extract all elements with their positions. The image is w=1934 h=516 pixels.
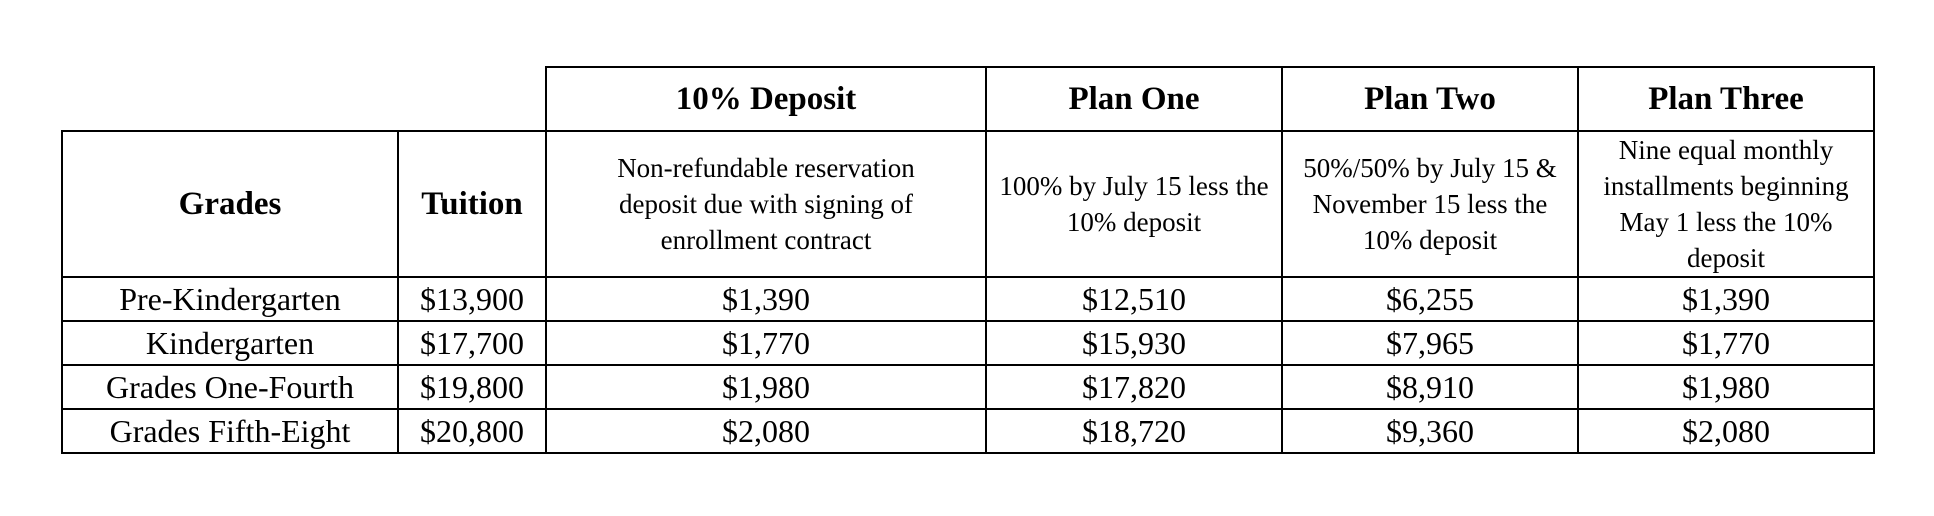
header-grades: Grades [62, 131, 398, 277]
plan-two-cell: $9,360 [1282, 409, 1578, 453]
plan-one-cell: $17,820 [986, 365, 1282, 409]
plan-three-cell: $1,980 [1578, 365, 1874, 409]
header-plan-two: Plan Two [1282, 67, 1578, 131]
tuition-cell: $17,700 [398, 321, 546, 365]
tuition-cell: $13,900 [398, 277, 546, 321]
grade-cell: Pre-Kindergarten [62, 277, 398, 321]
description-deposit [546, 131, 986, 277]
description-row [62, 131, 1874, 277]
description-deposit-text: Non-refundable reservation deposit due with signing of enrollment contract [617, 153, 915, 255]
grade-cell: Kindergarten [62, 321, 398, 365]
grade-cell: Grades Fifth-Eight [62, 409, 398, 453]
deposit-cell: $1,980 [546, 365, 986, 409]
deposit-cell: $1,390 [546, 277, 986, 321]
tuition-cell: $19,800 [398, 365, 546, 409]
table-row [62, 409, 1874, 453]
table-row [62, 365, 1874, 409]
empty-header-cell [62, 67, 398, 131]
plan-two-cell: $6,255 [1282, 277, 1578, 321]
description-plan-two-text: 50%/50% by July 15 & November 15 less the 10% deposit [1303, 153, 1557, 255]
empty-header-cell [398, 67, 546, 131]
deposit-cell: $2,080 [546, 409, 986, 453]
header-plan-three: Plan Three [1578, 67, 1874, 131]
description-plan-one [986, 131, 1282, 277]
plan-one-cell: $18,720 [986, 409, 1282, 453]
plan-three-cell: $2,080 [1578, 409, 1874, 453]
header-10-percent-deposit: 10% Deposit [546, 67, 986, 131]
plan-two-cell: $7,965 [1282, 321, 1578, 365]
description-plan-two [1282, 131, 1578, 277]
plan-three-cell: $1,390 [1578, 277, 1874, 321]
description-plan-one-text: 100% by July 15 less the 10% deposit [999, 171, 1269, 237]
plan-header-row [62, 67, 1874, 131]
tuition-table [61, 66, 1875, 454]
plan-three-cell: $1,770 [1578, 321, 1874, 365]
plan-two-cell: $8,910 [1282, 365, 1578, 409]
tuition-cell: $20,800 [398, 409, 546, 453]
header-tuition: Tuition [398, 131, 546, 277]
plan-one-cell: $15,930 [986, 321, 1282, 365]
deposit-cell: $1,770 [546, 321, 986, 365]
plan-one-cell: $12,510 [986, 277, 1282, 321]
description-plan-three-text: Nine equal monthly installments beginning May 1 less the 10% deposit [1603, 135, 1849, 273]
description-plan-three [1578, 131, 1874, 277]
table-row [62, 277, 1874, 321]
table-row [62, 321, 1874, 365]
grade-cell: Grades One-Fourth [62, 365, 398, 409]
header-plan-one: Plan One [986, 67, 1282, 131]
